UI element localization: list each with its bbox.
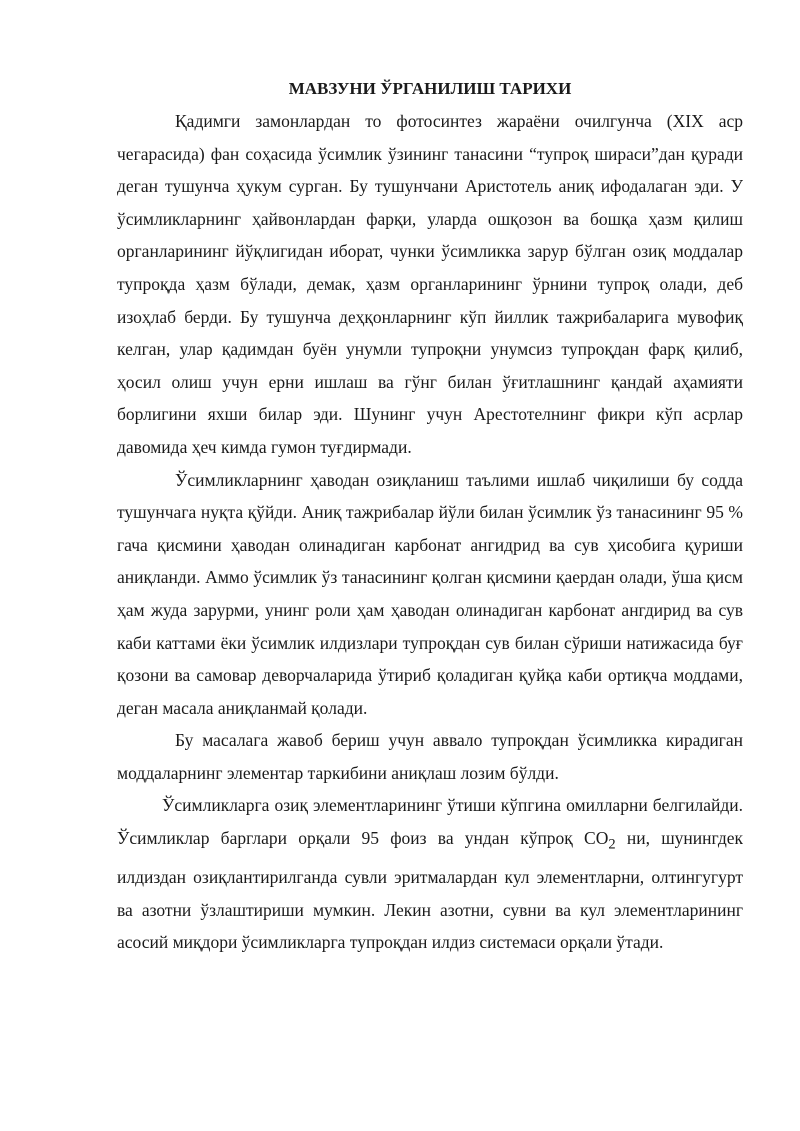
co2-subscript: 2 (608, 836, 616, 853)
document-title: МАВЗУНИ ЎРГАНИЛИШ ТАРИХИ (288, 79, 572, 98)
paragraph-nutrient-uptake (117, 789, 743, 958)
paragraph-text-after-formula: ни, шунингдек илдиздан озиқлантирилганда сувли эритмалардан кул элементларни, олтингугурт ва азотни ўзлаштириши мумкин. Лекин азотни, сувни ва кул элементларининг асосий миқдори ўсимликларга тупроқдан илдиз системаси орқали ўтади. (117, 828, 743, 953)
paragraph-air-nutrition: Ўсимликларнинг ҳаводан озиқланиш таълими ишлаб чиқилиши бу содда тушунчага нуқта қўйди. Аниқ тажрибалар йўли билан ўсимлик ўз танасининг 95 % гача қисмини ҳаводан олинадиган карбонат ангидрид ва сув ҳисобига қуриши аниқланди. Аммо ўсимлик ўз танасининг қолган қисмини қаердан олади, ўша қисм ҳам жуда зарурми, унинг роли ҳам ҳаводан олинадиган карбонат ангдирид ва сув каби каттами ёки ўсимлик илдизлари тупроқдан сув билан сўриши натижасида буғ қозони ва самовар деворчаларида ўтириб қоладиган қуйқа каби ортиқча моддами, деган масала аниқланмай қолади. (117, 469, 743, 718)
document-body (117, 72, 743, 959)
paragraph-history-intro: Қадимги замонлардан то фотосинтез жараёни очилгунча (XIX аср чегарасида) фан соҳасида ўсимлик ўзининг танасини “тупроқ шираси”дан қуради деган тушунча ҳукум сурган. Бу тушунчани Аристотель аниқ ифодалаган эди. У ўсимликларнинг ҳайвонлардан фарқи, уларда ошқозон ва бошқа ҳазм қилиш органларининг йўқлигидан иборат, чунки ўсимликка зарур бўлган озиқ моддалар тупроқда ҳазм бўлади, демак, ҳазм органларининг ўрнини тупроқ олади, деб изоҳлаб берди. Бу тушунча деҳқонларнинг кўп йиллик тажрибаларига мувофиқ келган, улар қадимдан буён унумли тупроқни унумсиз тупроқдан фарқ қилиб, ҳосил олиш учун ерни ишлаш ва гўнг билан ўғитлашнинг қандай аҳамияти борлигини яхши билар эди. Шунинг учун Арестотелнинг фикри кўп асрлар давомида ҳеч кимда гумон туғдирмади. (117, 111, 743, 457)
paragraph-text-before-formula: Ўсимликларга озиқ элементларининг ўтиши кўпгина омилларни белгилайди. Ўсимликлар барглари орқали 95 фоиз ва ундан кўпроқ CO (117, 795, 743, 849)
paragraph-elemental-composition: Бу масалага жавоб бериш учун аввало тупроқдан ўсимликка кирадиган моддаларнинг элементар таркибини аниқлаш лозим бўлди. (117, 730, 743, 783)
